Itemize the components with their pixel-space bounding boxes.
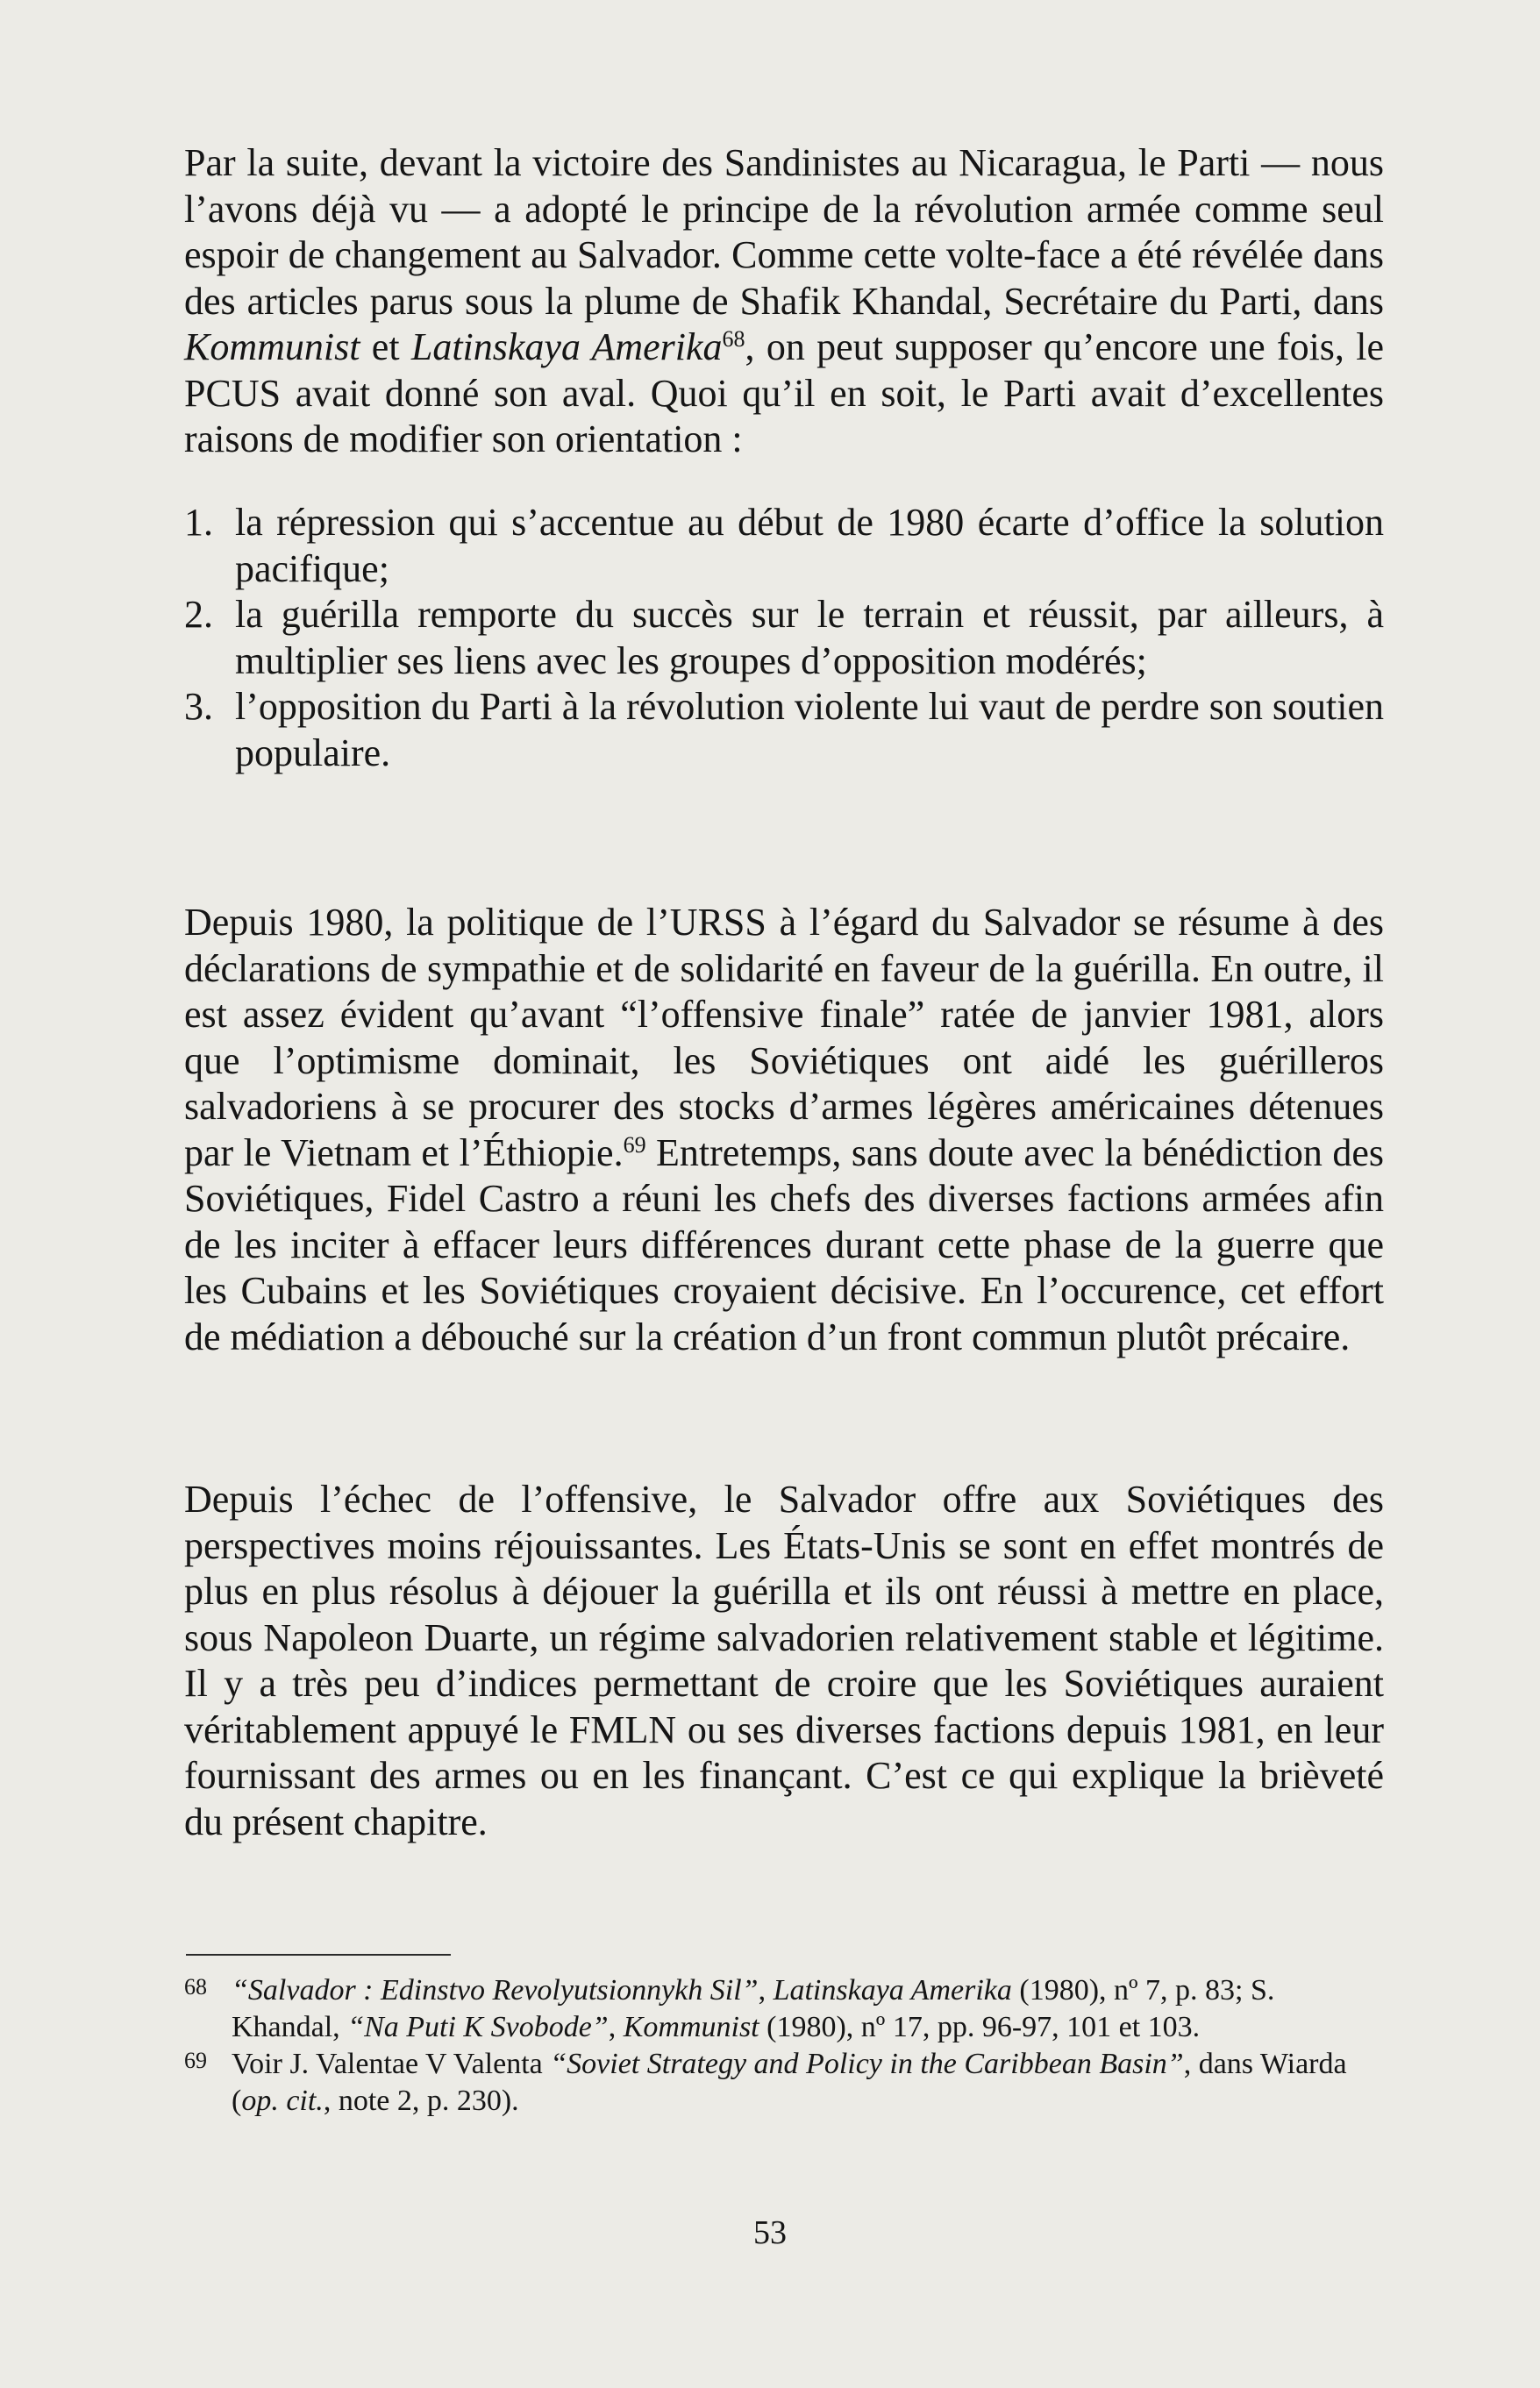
journal-title-latinskaya-amerika: Latinskaya Amerika	[410, 325, 723, 368]
footnote-text: Voir J. Valentae V Valenta	[232, 2048, 551, 2080]
footnote-text: ,	[608, 2011, 624, 2043]
paragraph-2-text-a: Depuis 1980, la politique de l’URSS à l’égard du Salvador se résume à des déclarations de sympathie et de solidarité en faveur de la guérilla. En outre, il est assez évident qu’avant “l’offensive finale” ratée de janvier 1981, alors que l’optimisme dominait, les Soviétiques ont aidé les guérilleros salvadoriens à se procurer des stocks d’armes légères américaines détenues par le Vietnam et l’Éthiopie.	[184, 901, 1384, 1174]
footnote-journal-title: Latinskaya Amerika	[773, 1974, 1012, 2007]
footnotes	[184, 1972, 1384, 2120]
paragraph-1	[184, 140, 1384, 463]
page-number: 53	[753, 2214, 787, 2251]
footnote-text: (1980), nº 7, p. 83; S. Khandal,	[232, 1974, 1275, 2043]
journal-title-kommunist: Kommunist	[184, 325, 360, 368]
list-item	[184, 500, 1384, 592]
list-item-text: la répression qui s’accentue au début de 1980 écarte d’office la solution pacifique;	[235, 501, 1384, 590]
footnote-text: ,	[758, 1974, 774, 2007]
footnote-69	[184, 2046, 1384, 2120]
paragraph-1-text-c: , on peut supposer qu’encore une fois, le PCUS avait donné son aval. Quoi qu’il en soit, le Parti avait d’excellentes raisons de modifier son orientation :	[184, 325, 1384, 460]
footnote-op-cit: op. cit.	[241, 2085, 324, 2117]
paragraph-1-text-b: et	[360, 325, 411, 368]
footnote-journal-title: Kommunist	[623, 2011, 759, 2043]
list-item-number: 2.	[184, 593, 213, 636]
footnote-ref-68: 68	[722, 326, 745, 352]
list-item	[184, 592, 1384, 684]
list-item-number: 3.	[184, 685, 213, 728]
footnote-article-title: “Salvador : Edinstvo Revolyutsionnykh Sil”	[232, 1974, 759, 2007]
paragraph-3: Depuis l’échec de l’offensive, le Salvador offre aux Soviétiques des perspectives moins réjouissantes. Les États-Unis se sont en effet montrés de plus en plus résolus à déjouer la guérilla et ils ont réussi à mettre en place, sous Napoleon Duarte, un régime salvadorien relativement stable et légitime. Il y a très peu d’indices permettant de croire que les Soviétiques auraient véritablement appuyé le FMLN ou ses diverses factions depuis 1981, en leur fournissant des armes ou en les finançant. C’est ce qui explique la brièveté du présent chapitre.	[184, 1478, 1384, 1843]
reasons-list	[184, 500, 1384, 776]
list-item-text: la guérilla remporte du succès sur le terrain et réussit, par ailleurs, à multiplier ses liens avec les groupes d’opposition modérés;	[235, 593, 1384, 682]
footnote-text: , note 2, p. 230).	[323, 2085, 519, 2117]
footnote-text: (1980), nº 17, pp. 96-97, 101 et 103.	[759, 2011, 1201, 2043]
paragraph-2	[184, 900, 1384, 1360]
list-item-number: 1.	[184, 501, 213, 544]
footnote-divider	[186, 1954, 451, 1956]
footnote-ref-69: 69	[623, 1131, 646, 1158]
footnote-number: 68	[184, 1974, 207, 2000]
paragraph-2-text-b: Entretemps, sans doute avec la bénédiction des Soviétiques, Fidel Castro a réuni les chefs des diverses factions armées afin de les inciter à effacer leurs différences durant cette phase de la guerre que les Cubains et les Soviétiques croyaient décisive. En l’occurence, cet effort de médiation a débouché sur la création d’un front commun plutôt précaire.	[184, 1130, 1384, 1358]
footnote-68	[184, 1972, 1384, 2046]
paragraph-1-text-a: Par la suite, devant la victoire des Sandinistes au Nicaragua, le Parti — nous l’avons déjà vu — a adopté le principe de la révolution armée comme seul espoir de changement au Salvador. Comme cette volte-face a été révélée dans des articles parus sous la plume de Shafik Khandal, Secrétaire du Parti, dans	[184, 141, 1384, 323]
footnote-article-title: “Na Puti K Svobode”	[347, 2011, 609, 2043]
footnote-number: 69	[184, 2048, 207, 2073]
footnote-article-title: “Soviet Strategy and Policy in the Caribbean Basin”	[550, 2048, 1184, 2080]
list-item	[184, 684, 1384, 776]
list-item-text: l’opposition du Parti à la révolution violente lui vaut de perdre son soutien populaire.	[235, 685, 1384, 774]
footnote-text: , dans Wiarda (	[232, 2048, 1347, 2117]
